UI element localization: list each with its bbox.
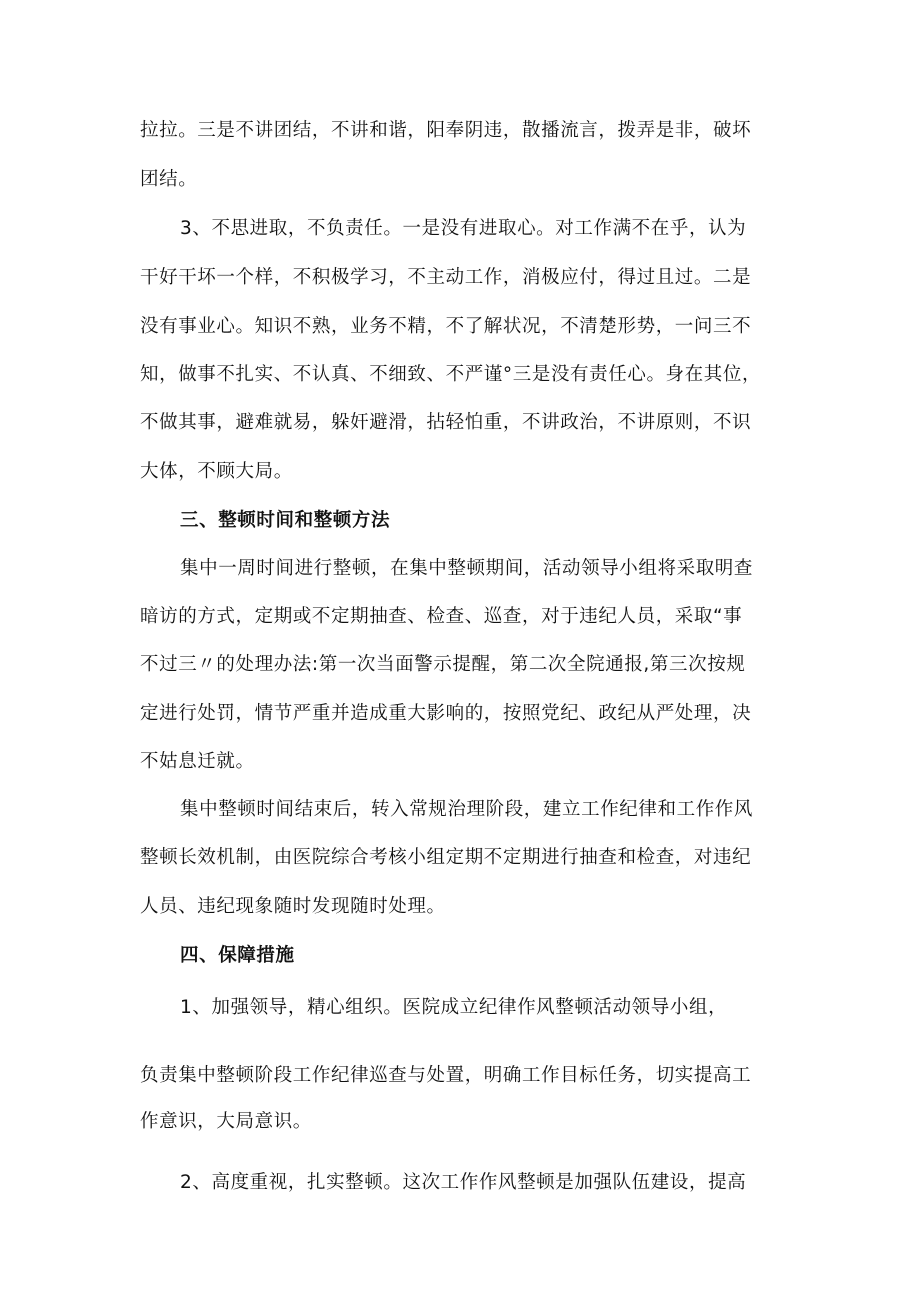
text-line: 团结。 bbox=[140, 169, 198, 190]
text-line: 负责集中整顿阶段工作纪律巡查与处置，明确工作目标任务，切实提高工 bbox=[140, 1065, 752, 1086]
text-line: 作意识，大局意识。 bbox=[140, 1111, 312, 1132]
text-line: 定进行处罚，情节严重并造成重大影响的，按照党纪、政纪从严处理，决 bbox=[140, 703, 752, 724]
section-heading-three: 三、整顿时间和整顿方法 bbox=[180, 510, 391, 531]
text-line: 2、高度重视，扎实整顿。这次工作作风整顿是加强队伍建设，提高 bbox=[180, 1172, 747, 1193]
text-line: 不过三〃的处理办法:第一次当面警示提醒，第二次全院通报,第三次按规 bbox=[140, 654, 746, 675]
text-line: 拉拉。三是不讲团结，不讲和谐，阳奉阴违，散播流言，拨弄是非，破坏 bbox=[140, 120, 752, 141]
text-line: 整顿长效机制，由医院综合考核小组定期不定期进行抽查和检查，对违纪 bbox=[140, 847, 752, 868]
text-line: 不做其事，避难就易，躲奸避滑，拈轻怕重，不讲政治，不讲原则，不识 bbox=[140, 412, 752, 433]
text-line: 1、加强领导，精心组织。医院成立纪律作风整顿活动领导小组， bbox=[180, 997, 728, 1018]
text-line: 集中整顿时间结束后，转入常规治理阶段，建立工作纪律和工作作风 bbox=[180, 799, 754, 820]
paragraph-3-start: 3、不思进取，不负责任。一是没有进取心。对工作满不在乎，认为 bbox=[180, 218, 747, 239]
section-heading-four: 四、保障措施 bbox=[180, 945, 295, 966]
text-line: 大体，不顾大局。 bbox=[140, 461, 293, 482]
text-line: 知，做事不扎实、不认真、不细致、不严谨°三是没有责任心。身在其位， bbox=[140, 364, 762, 385]
text-line: 没有事业心。知识不熟，业务不精，不了解状况，不清楚形势，一问三不 bbox=[140, 316, 752, 337]
text-line: 不姑息迁就。 bbox=[140, 751, 255, 772]
text-line: 人员、违纪现象随时发现随时处理。 bbox=[140, 896, 446, 917]
text-line: 集中一周时间进行整顿，在集中整顿期间，活动领导小组将采取明查 bbox=[180, 558, 754, 579]
text-line: 干好干坏一个样，不积极学习，不主动工作，消极应付，得过且过。二是 bbox=[140, 267, 752, 288]
text-line: 暗访的方式，定期或不定期抽查、检查、巡查，对于违纪人员，采取“事 bbox=[140, 606, 743, 627]
